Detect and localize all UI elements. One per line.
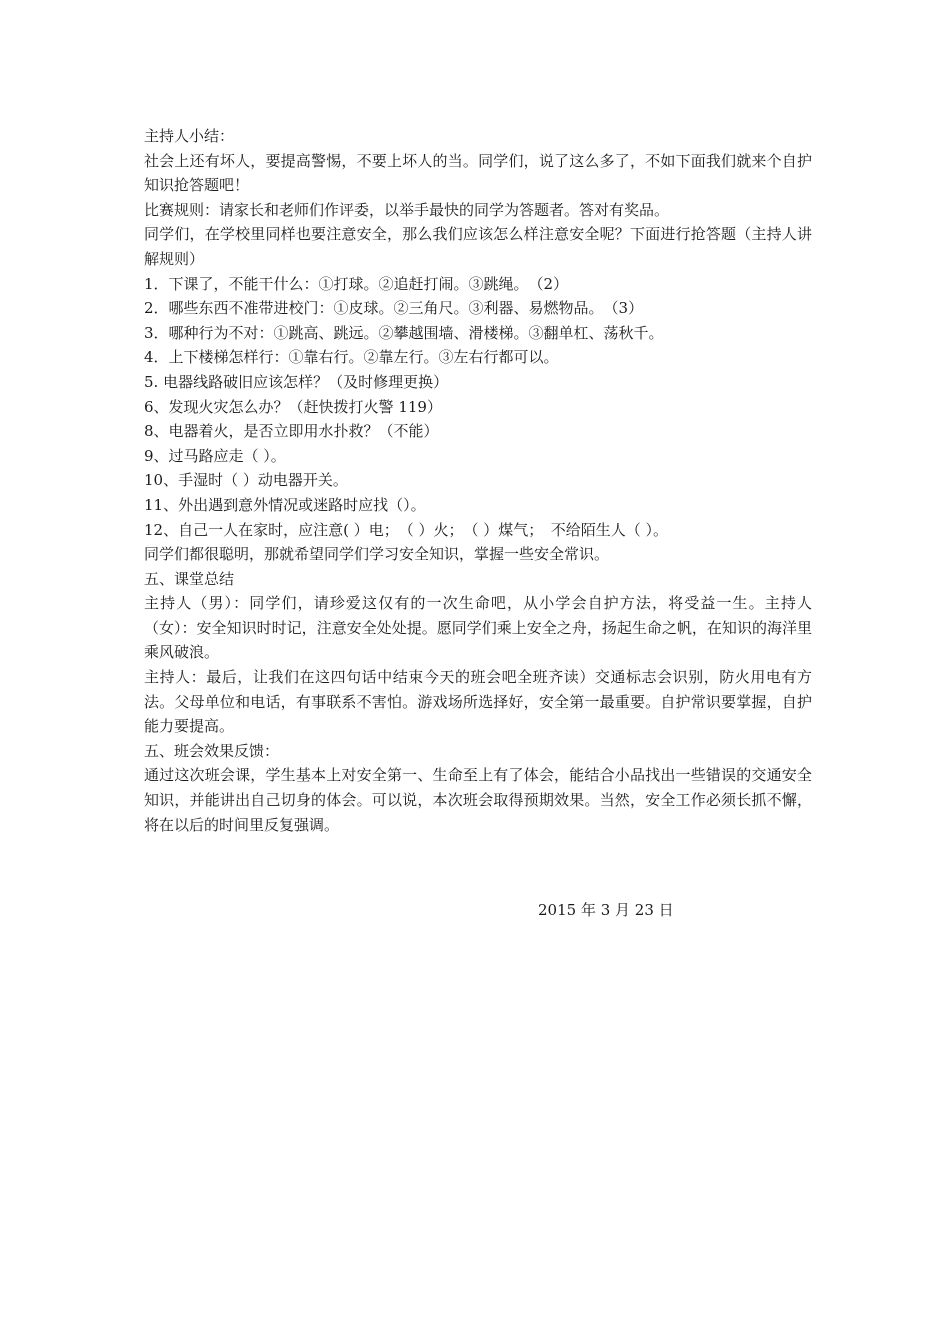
paragraph-encouragement: 同学们都很聪明，那就希望同学们学习安全知识，掌握一些安全常识。	[144, 545, 610, 564]
question-6: 6、发现火灾怎么办？（赶快拨打火警 119）	[144, 397, 442, 416]
question-1: 1．下课了，不能干什么：①打球。②追赶打闹。③跳绳。 （2）	[144, 274, 569, 293]
question-4: 4．上下楼梯怎样行：①靠右行。②靠左行。③左右行都可以。	[144, 348, 559, 367]
paragraph-hosts-summary: 主持人（男）：同学们，请珍爱这仅有的一次生命吧，从小学会自护方法，将受益一生。主持人（女）：安全知识时时记，注意安全处处提。愿同学们乘上安全之舟，扬起生命之帆，在知识的海洋里乘风破浪。	[144, 594, 812, 662]
question-2: 2．哪些东西不准带进校门：①皮球。②三角尺。③利器、易燃物品。 （3）	[144, 299, 644, 318]
paragraph-rules: 比赛规则：请家长和老师们作评委，以举手最快的同学为答题者。答对有奖品。	[144, 200, 670, 219]
paragraph-closing-recital: 主持人：最后，让我们在这四句话中结束今天的班会吧全班齐读）交通标志会识别，防火用电有方法。父母单位和电话，有事联系不害怕。游戏场所选择好，安全第一最重要。自护常识要掌握，自护能力要提高。	[144, 668, 812, 736]
paragraph-bad-people: 社会上还有坏人，要提高警惕，不要上坏人的当。同学们，说了这么多了，不如下面我们就来个自护知识抢答题吧！	[144, 151, 812, 195]
paragraph-feedback: 通过这次班会课，学生基本上对安全第一、生命至上有了体会，能结合小品找出一些错误的交通安全知识，并能讲出自己切身的体会。可以说，本次班会取得预期效果。当然，安全工作必须长抓不懈，将在以后的时间里反复强调。	[144, 766, 812, 834]
section-heading-feedback: 五、班会效果反馈：	[144, 741, 280, 760]
question-8: 8、电器着火，是否立即用水扑救？（不能）	[144, 422, 439, 441]
question-3: 3．哪种行为不对：①跳高、跳远。②攀越围墙、滑楼梯。③翻单杠、荡秋千。	[144, 323, 664, 342]
question-9: 9、过马路应走（ ）。	[144, 446, 286, 465]
question-11: 11、外出遇到意外情况或迷路时应找（）。	[144, 495, 426, 514]
summary-heading: 主持人小结：	[144, 127, 235, 145]
question-10: 10、手湿时（ ）动电器开关。	[144, 471, 348, 490]
document-date: 2015 年 3 月 23 日	[538, 901, 674, 919]
question-12: 12、自己一人在家时，应注意( ）电； （ ）火； （ ）煤气； 不给陌生人（ ）。	[144, 520, 669, 539]
paragraph-school-safety: 同学们，在学校里同样也要注意安全，那么我们应该怎么样注意安全呢？下面进行抢答题（主持人讲解规则）	[144, 225, 812, 268]
question-5: 5. 电器线路破旧应该怎样？（及时修理更换）	[144, 372, 449, 391]
section-heading-class-summary: 五、课堂总结	[144, 569, 235, 588]
document-body	[144, 124, 812, 837]
